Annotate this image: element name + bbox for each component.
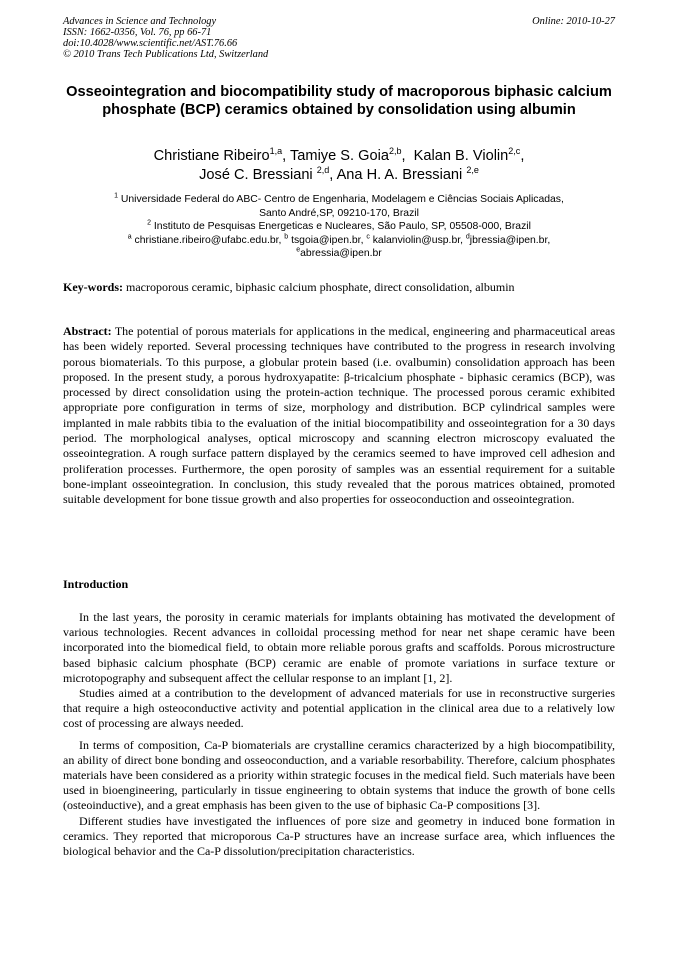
affiliation-1-cont: Santo André,SP, 09210-170, Brazil bbox=[259, 207, 419, 219]
paper-title: Osseointegration and biocompatibility study of macroporous biphasic calcium phosphate (BCP) ceramics obtained by consolidation using albumin bbox=[66, 84, 612, 118]
section-heading-introduction: Introduction bbox=[63, 577, 129, 591]
author-name: José C. Bressiani bbox=[199, 167, 317, 183]
paragraph: Studies aimed at a contribution to the development of advanced materials for use in reconstructive surgeries that require a high osteoconductive activity and potential application in the clinical area due to a relatively low cost of processing are always needed. bbox=[63, 686, 615, 731]
email-d: jbressia@ipen.br, bbox=[469, 234, 551, 246]
doi-line: doi:10.4028/www.scientific.net/AST.76.66 bbox=[63, 38, 238, 49]
affiliation-sup: 1 bbox=[114, 192, 118, 200]
keywords-label: Key-words: bbox=[63, 280, 123, 294]
author-sup: 2,b bbox=[388, 146, 402, 157]
copyright-line: © 2010 Trans Tech Publications Ltd, Switzerland bbox=[63, 49, 269, 60]
author-name: Kalan B. Violin bbox=[413, 148, 509, 164]
affiliation-1 bbox=[60, 193, 618, 207]
email-a: christiane.ribeiro@ufabc.edu.br, bbox=[134, 234, 282, 246]
author-line-2: José C. Bressiani $^{2,d}$, Ana H. A. Bressiani $^{2,e}$ bbox=[199, 165, 479, 183]
email-sup: e bbox=[296, 246, 301, 254]
email-sup: b bbox=[284, 233, 289, 241]
author-line-1: Christiane Ribeiro$^{1,a}$, Tamiye S. Goia$^{2,b}$, Kalan B. Violin$^{2,c}$, bbox=[153, 146, 525, 164]
email-sup: a bbox=[127, 233, 132, 241]
abstract-text: The potential of porous materials for applications in the medical, engineering and pharmaceutical areas has been widely reported. Several processing techniques have contributed to the progress in research involving porous biomaterials. To this purpose, a globular protein based (i.e. ovalbumin) consolidation approach has been proposed. In the present study, a porous hydroxyapatite: β-tricalcium phosphate - biphasic ceramics (BCP), was processed by direct consolidation using the protein-action technique. The processed porous ceramic exhibited appropriate pore configuration in terms of size, morphology and distribution. BCP cylindrical samples were implanted in male rabbits tibia to the evaluation of the initial biocompatibility and osseointegration for a 30 days period. The morphological analyses, optical microscopy and scanning electron microscopy evaluated the osseointegration. A rough surface pattern displayed by the ceramics seemed to have improved cell adhesion and proliferation processes. Furthermore, the open porosity of samples was an essential requirement for a suitable bone-implant osseointegration. In conclusion, this study revealed that the porous matrices obtained, promoted suitable development for bone tissue growth and also properties for osseoconduction and osseointegration. bbox=[63, 324, 615, 507]
author-sup: 1,a bbox=[269, 146, 283, 157]
keywords bbox=[63, 280, 615, 295]
paragraph: In the last years, the porosity in ceramic materials for implants obtaining has motivated the development of various technologies. Recent advances in colloidal processing method for near net shape ceramic have been incorporated into the biomedical field, to obtain more reliable porous grafts and scaffolds. Porous microstructure based biphasic calcium phosphate (BCP) ceramic are enable of promote variations in surface texture or microtopography and subsequent affect the cellular response to an implant [1, 2]. bbox=[63, 610, 615, 685]
email-line bbox=[60, 234, 618, 248]
author-list bbox=[60, 147, 618, 185]
online-date: Online: 2010-10-27 bbox=[532, 16, 615, 27]
introduction-body bbox=[63, 610, 615, 859]
email-sup: c bbox=[366, 233, 370, 241]
paragraph: In terms of composition, Ca-P biomaterials are crystalline ceramics characterized by a high biocompatibility, an ability of direct bone bonding and osseoconduction, and a variable resorbability. Therefore, calcium phosphates materials have been considered as a priority within strategic focuses in the medical field. Such materials have been used in bioengineering, particularly in tissue engineering to obtain systems that induce the growth of bone cells (osteoinductive), and a great emphasis has been given to the use of biphasic Ca-P compositions [3]. bbox=[63, 737, 615, 813]
author-sup: 2,d bbox=[316, 165, 330, 176]
author-sup: 2,c bbox=[508, 146, 521, 157]
affiliation-sup: 2 bbox=[147, 219, 152, 227]
issn-line: ISSN: 1662-0356, Vol. 76, pp 66-71 bbox=[63, 27, 212, 38]
author-name: Christiane Ribeiro bbox=[153, 148, 270, 164]
email-b: tsgoia@ipen.br, bbox=[291, 234, 364, 246]
author-name: Ana H. A. Bressiani bbox=[336, 167, 467, 183]
abstract-label: Abstract: bbox=[63, 324, 112, 338]
keywords-text: macroporous ceramic, biphasic calcium phosphate, direct consolidation, albumin bbox=[126, 280, 515, 294]
author-sup: 2,e bbox=[466, 165, 479, 176]
email-c: kalanviolin@usp.br, bbox=[372, 234, 463, 246]
journal-name: Advances in Science and Technology bbox=[63, 16, 217, 27]
affiliation-text: Instituto de Pesquisas Energeticas e Nucleares, São Paulo, SP, 05508-000, Brazil bbox=[153, 221, 531, 232]
journal-header bbox=[63, 16, 615, 60]
affiliation-text: Universidade Federal do ABC- Centro de Engenharia, Modelagem e Ciências Sociais Aplicadas, bbox=[120, 194, 564, 205]
email-line-2 bbox=[60, 247, 618, 261]
paragraph: Different studies have investigated the influences of pore size and geometry in induced bone formation in ceramics. They reported that microporous Ca-P structures have an increase surface area, which influences the biological behavior and the Ca-P dissolution/precipitation characteristics. bbox=[63, 813, 615, 859]
abstract bbox=[63, 324, 615, 508]
author-name: Tamiye S. Goia bbox=[290, 148, 389, 164]
email-sup: d bbox=[465, 233, 470, 241]
affiliation-2 bbox=[60, 220, 618, 234]
email-e: abressia@ipen.br bbox=[300, 248, 382, 259]
affiliations bbox=[60, 193, 618, 261]
